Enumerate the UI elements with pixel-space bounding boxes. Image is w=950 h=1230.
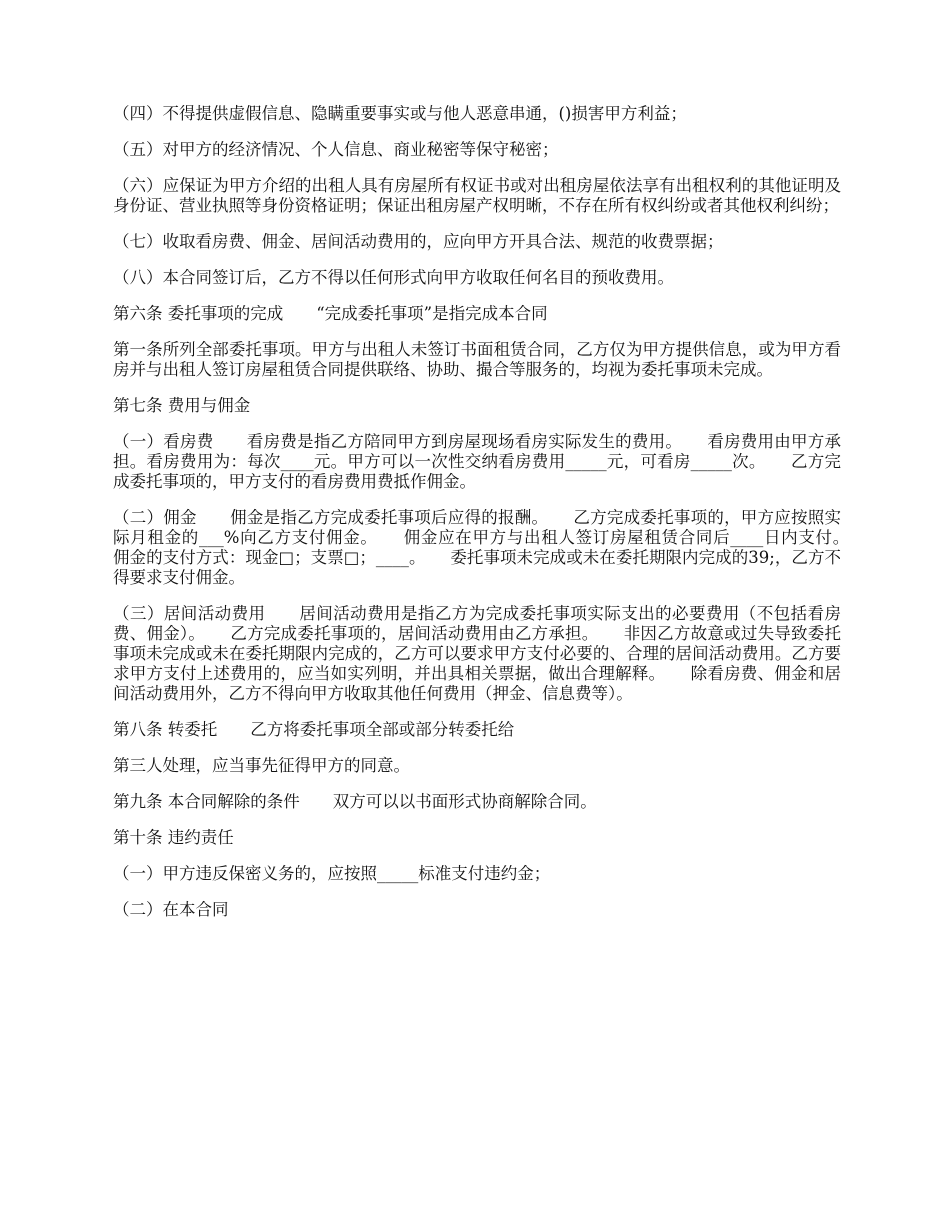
article-10-item-2: （二）在本合同 — [113, 900, 229, 919]
paragraph-clause-6: （六）应保证为甲方介绍的出租人具有房屋所有权证书或对出租房屋依法享有出租权利的其他证明及身份证、营业执照等身份资格证明；保证出租房屋产权明晰，不存在所有权纠纷或者其他权利纠纷； — [113, 176, 841, 215]
article-7-commission: （二）佣金 佣金是指乙方完成委托事项后应得的报酬。 乙方完成委托事项的，甲方应按照实际月租金的___%向乙方支付佣金。 佣金应在甲方与出租人签订房屋租赁合同后____日内支付。 佣金的支付方式：现金□；支票□；____。 委托事项未完成或未在委托期限内完成的39;，乙方不得要求支付佣金。 — [113, 508, 874, 587]
document-page — [113, 104, 874, 936]
article-8-body: 第三人处理，应当事先征得甲方的同意。 — [113, 756, 410, 775]
paragraph-clause-7: （七）收取看房费、佣金、居间活动费用的，应向甲方开具合法、规范的收费票据； — [113, 232, 724, 251]
article-9: 第九条 本合同解除的条件 双方可以以书面形式协商解除合同。 — [113, 792, 597, 811]
article-6-heading: 第六条 委托事项的完成 “完成委托事项”是指完成本合同 — [113, 304, 548, 323]
article-10-heading: 第十条 违约责任 — [113, 828, 234, 847]
article-7-viewing-fee: （一）看房费 看房费是指乙方陪同甲方到房屋现场看房实际发生的费用。 看房费用由甲方承担。看房费用为：每次____元。甲方可以一次性交纳看房费用_____元，可看房_____次。 乙方完成委托事项的，甲方支付的看房费用费抵作佣金。 — [113, 432, 841, 491]
article-8-heading: 第八条 转委托 乙方将委托事项全部或部分转委托给 — [113, 720, 515, 739]
paragraph-clause-4: （四）不得提供虚假信息、隐瞒重要事实或与他人恶意串通，()损害甲方利益； — [113, 104, 687, 123]
article-7-heading: 第七条 费用与佣金 — [113, 396, 251, 415]
article-7-intermediary-costs: （三）居间活动费用 居间活动费用是指乙方为完成委托事项实际支出的必要费用（不包括看房费、佣金）。 乙方完成委托事项的，居间活动费用由乙方承担。 非因乙方故意或过失导致委托事项未完成或未在委托期限内完成的，乙方可以要求甲方支付必要的、合理的居间活动费用。乙方要求甲方支付上述费用的，应当如实列明，并出具相关票据，做出合理解释。 除看房费、佣金和居间活动费用外，乙方不得向甲方收取其他任何费用（押金、信息费等）。 — [113, 604, 841, 703]
article-10-item-1: （一）甲方违反保密义务的，应按照_____标准支付违约金； — [113, 864, 551, 883]
article-6-body: 第一条所列全部委托事项。甲方与出租人未签订书面租赁合同，乙方仅为甲方提供信息，或为甲方看房并与出租人签订房屋租赁合同提供联络、协助、撮合等服务的，均视为委托事项未完成。 — [113, 340, 841, 379]
paragraph-clause-8: （八）本合同签订后，乙方不得以任何形式向甲方收取任何名目的预收费用。 — [113, 268, 674, 287]
paragraph-clause-5: （五）对甲方的经济情况、个人信息、商业秘密等保守秘密； — [113, 140, 559, 159]
